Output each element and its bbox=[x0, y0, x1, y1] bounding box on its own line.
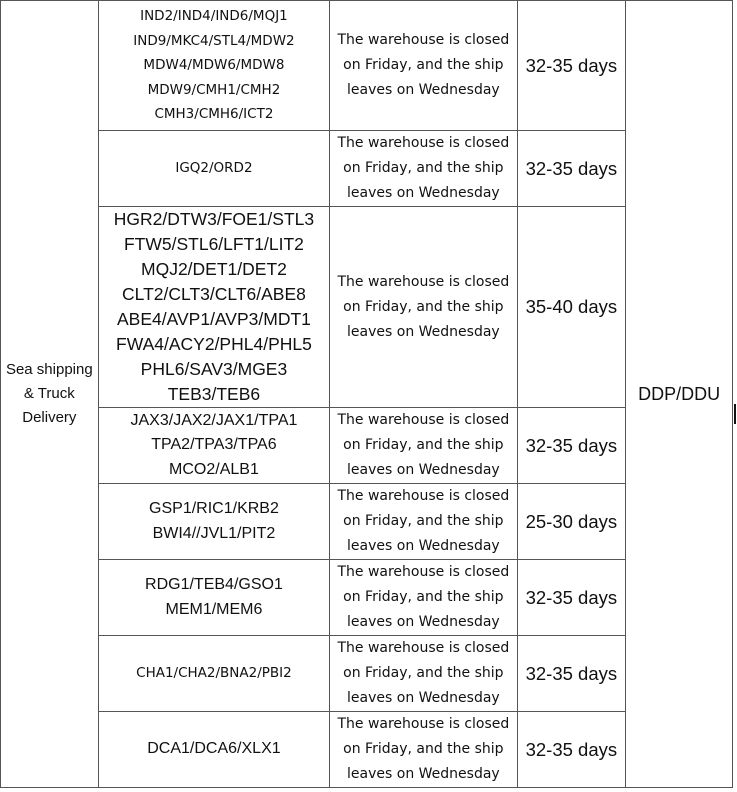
warehouse-codes-line: TEB3/TEB6 bbox=[167, 384, 261, 404]
delivery-term-cell: DDP/DDU bbox=[626, 1, 733, 788]
schedule-note-line: on Friday, and the ship bbox=[343, 513, 504, 529]
warehouse-codes-line: IGQ2/ORD2 bbox=[175, 160, 253, 177]
schedule-note-line: leaves on Wednesday bbox=[347, 614, 500, 630]
warehouse-codes-cell bbox=[98, 131, 330, 207]
schedule-note-line: leaves on Wednesday bbox=[347, 766, 500, 782]
schedule-note-line: The warehouse is closed bbox=[337, 273, 510, 290]
schedule-note-line: on Friday, and the ship bbox=[343, 298, 504, 315]
schedule-note-line: The warehouse is closed bbox=[337, 32, 510, 48]
transit-days-cell: 32-35 days bbox=[517, 560, 626, 636]
warehouse-codes-line: ABE4/AVP1/AVP3/MDT1 bbox=[117, 309, 311, 329]
schedule-note-line: on Friday, and the ship bbox=[343, 589, 504, 605]
warehouse-codes-line: MQJ2/DET1/DET2 bbox=[141, 259, 287, 279]
schedule-note-cell bbox=[330, 636, 517, 712]
warehouse-codes-line: TPA2/TPA3/TPA6 bbox=[151, 436, 277, 454]
warehouse-codes-line: IND9/MKC4/STL4/MDW2 bbox=[133, 32, 295, 49]
warehouse-codes-line: CMH3/CMH6/ICT2 bbox=[154, 106, 274, 123]
warehouse-codes-line: MDW9/CMH1/CMH2 bbox=[147, 81, 281, 98]
transit-days-cell: 32-35 days bbox=[517, 408, 626, 484]
schedule-note-line: leaves on Wednesday bbox=[347, 538, 500, 554]
table-row bbox=[1, 408, 733, 484]
schedule-note-line: on Friday, and the ship bbox=[343, 741, 504, 757]
warehouse-codes-line: DCA1/DCA6/XLX1 bbox=[147, 740, 281, 758]
table-row bbox=[1, 712, 733, 788]
warehouse-codes-line: MEM1/MEM6 bbox=[165, 600, 263, 618]
warehouse-codes-line: PHL6/SAV3/MGE3 bbox=[140, 359, 288, 379]
warehouse-codes-line: RDG1/TEB4/GSO1 bbox=[145, 576, 283, 593]
schedule-note-line: leaves on Wednesday bbox=[347, 82, 500, 98]
table-row bbox=[1, 560, 733, 636]
shipping-method-line: & Truck bbox=[23, 385, 75, 402]
schedule-note-cell bbox=[330, 712, 517, 788]
schedule-note-line: The warehouse is closed bbox=[337, 488, 510, 504]
warehouse-codes-cell bbox=[98, 207, 330, 408]
warehouse-codes-line: IND2/IND4/IND6/MQJ1 bbox=[140, 8, 288, 25]
warehouse-codes-line: BWI4//JVL1/PIT2 bbox=[152, 524, 276, 542]
text-cursor bbox=[734, 404, 736, 424]
schedule-note-line: leaves on Wednesday bbox=[347, 690, 500, 706]
shipping-method-line: Delivery bbox=[22, 409, 77, 426]
warehouse-codes-line: GSP1/RIC1/KRB2 bbox=[149, 500, 279, 517]
table-row bbox=[1, 131, 733, 207]
schedule-note-line: on Friday, and the ship bbox=[343, 665, 504, 681]
warehouse-codes-cell bbox=[98, 484, 330, 560]
schedule-note-line: The warehouse is closed bbox=[337, 564, 510, 580]
transit-days-cell: 32-35 days bbox=[517, 1, 626, 131]
schedule-note-line: leaves on Wednesday bbox=[347, 323, 500, 340]
transit-days-cell: 25-30 days bbox=[517, 484, 626, 560]
schedule-note-cell bbox=[330, 560, 517, 636]
table-row bbox=[1, 636, 733, 712]
transit-days-cell: 32-35 days bbox=[517, 636, 626, 712]
schedule-note-line: on Friday, and the ship bbox=[343, 57, 504, 73]
schedule-note-line: on Friday, and the ship bbox=[343, 437, 504, 453]
schedule-note-cell bbox=[330, 207, 517, 408]
schedule-note-line: The warehouse is closed bbox=[337, 640, 510, 656]
transit-days-cell: 32-35 days bbox=[517, 712, 626, 788]
table-row bbox=[1, 207, 733, 408]
warehouse-codes-line: FTW5/STL6/LFT1/LIT2 bbox=[123, 234, 304, 254]
schedule-note-cell bbox=[330, 1, 517, 131]
warehouse-codes-line: JAX3/JAX2/JAX1/TPA1 bbox=[130, 411, 298, 429]
transit-days-cell: 32-35 days bbox=[517, 131, 626, 207]
table-row bbox=[1, 484, 733, 560]
schedule-note-line: The warehouse is closed bbox=[337, 716, 510, 732]
warehouse-codes-line: HGR2/DTW3/FOE1/STL3 bbox=[113, 209, 315, 229]
shipping-method-line: Sea shipping bbox=[5, 361, 93, 378]
schedule-note-cell bbox=[330, 484, 517, 560]
schedule-note-cell bbox=[330, 131, 517, 207]
warehouse-codes-cell bbox=[98, 408, 330, 484]
warehouse-codes-line: CLT2/CLT3/CLT6/ABE8 bbox=[122, 284, 306, 304]
warehouse-codes-cell bbox=[98, 1, 330, 131]
schedule-note-line: leaves on Wednesday bbox=[347, 185, 500, 201]
warehouse-codes-line: MCO2/ALB1 bbox=[169, 460, 259, 478]
warehouse-codes-cell bbox=[98, 560, 330, 636]
schedule-note-cell bbox=[330, 408, 517, 484]
transit-days-cell: 35-40 days bbox=[517, 207, 626, 408]
schedule-note-line: The warehouse is closed bbox=[337, 412, 510, 428]
shipping-method-cell bbox=[1, 1, 99, 788]
schedule-note-line: The warehouse is closed bbox=[337, 135, 510, 151]
warehouse-codes-line: CHA1/CHA2/BNA2/PBI2 bbox=[136, 665, 292, 682]
warehouse-codes-cell bbox=[98, 712, 330, 788]
schedule-note-line: leaves on Wednesday bbox=[347, 462, 500, 478]
warehouse-codes-cell bbox=[98, 636, 330, 712]
table-row bbox=[1, 1, 733, 131]
schedule-note-line: on Friday, and the ship bbox=[343, 160, 504, 176]
warehouse-codes-line: FWA4/ACY2/PHL4/PHL5 bbox=[116, 334, 312, 354]
warehouse-codes-line: MDW4/MDW6/MDW8 bbox=[143, 57, 285, 74]
